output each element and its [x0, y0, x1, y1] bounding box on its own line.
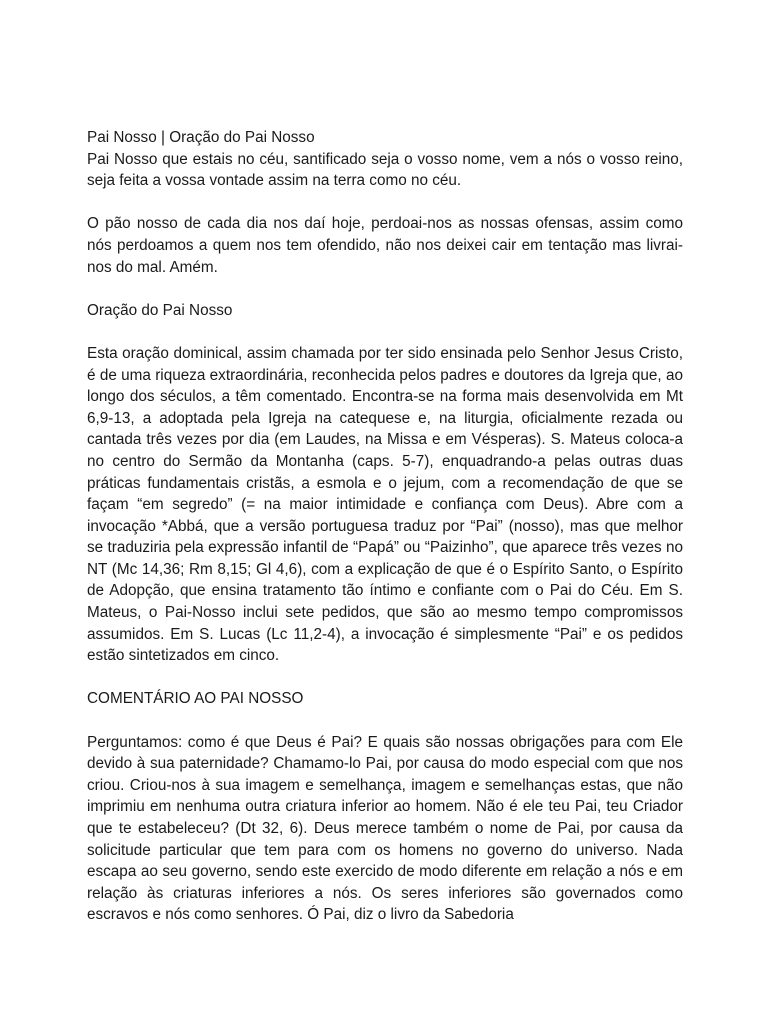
paragraph-gap: [87, 321, 683, 343]
section-heading-comentario: COMENTÁRIO AO PAI NOSSO: [87, 690, 304, 708]
document-title: Pai Nosso | Oração do Pai Nosso: [87, 129, 315, 146]
paragraph-gap: [87, 278, 683, 300]
section-body-comentario: Perguntamos: como é que Deus é Pai? E quais são nossas obrigações para com Ele devido à sua paternidade? Chamamo-lo Pai, por causa do modo especial com que nos criou. Criou-nos à sua imagem e semelhança, imagem e semelhanças estas, que não imprimiu em nenhuma outra criatura inferior ao homem. Não é ele teu Pai, teu Criador que te estabeleceu? (Dt 32, 6). Deus merece também o nome de Pai, por causa da solicitude particular que tem para com os homens no governo do universo. Nada escapa ao seu governo, sendo este exercido de modo diferente em relação a nós e em relação às criaturas inferiores a nós. Os seres inferiores são governados como escravos e nós como senhores. Ó Pai, diz o livro da Sabedoria: [87, 733, 683, 924]
prayer-paragraph-1: Pai Nosso que estais no céu, santificado seja o vosso nome, vem a nós o vosso reino, seja feita a vossa vontade assim na terra como no céu.: [87, 150, 683, 190]
prayer-paragraph-2: O pão nosso de cada dia nos daí hoje, perdoai-nos as nossas ofensas, assim como nós perdoamos a quem nos tem ofendido, não nos deixei cair em tentação mas livrai-nos do mal. Amém.: [87, 215, 683, 276]
section-body-oracao: Esta oração dominical, assim chamada por ter sido ensinada pelo Senhor Jesus Cristo, é de uma riqueza extraordinária, reconhecida pelos padres e doutores da Igreja que, ao longo dos séculos, a têm comentado. Encontra-se na forma mais desenvolvida em Mt 6,9-13, a adoptada pela Igreja na catequese e, na liturgia, oficialmente rezada ou cantada três vezes por dia (em Laudes, na Missa e em Vésperas). S. Mateus coloca-a no centro do Sermão da Montanha (caps. 5-7), enquadrando-a pelas outras duas práticas fundamentais cristãs, a esmola e o jejum, com a recomendação de que se façam “em segredo” (= na maior intimidade e confiança com Deus). Abre com a invocação *Abbá, que a versão portuguesa traduz por “Pai” (nosso), mas que melhor se traduziria pela expressão infantil de “Papá” ou “Paizinho”, que aparece três vezes no NT (Mc 14,36; Rm 8,15; Gl 4,6), com a explicação de que é o Espírito Santo, o Espírito de Adopção, que ensina tratamento tão íntimo e confiante com o Pai do Céu. Em S. Mateus, o Pai-Nosso inclui sete pedidos, que são ao mesmo tempo compromissos assumidos. Em S. Lucas (Lc 11,2-4), a invocação é simplesmente “Pai” e os pedidos estão sintetizados em cinco.: [87, 344, 683, 665]
paragraph-gap: [87, 710, 683, 732]
paragraph-gap: [87, 667, 683, 689]
document-page: [87, 127, 683, 926]
section-heading-oracao: Oração do Pai Nosso: [87, 301, 233, 319]
paragraph-gap: [87, 192, 683, 214]
